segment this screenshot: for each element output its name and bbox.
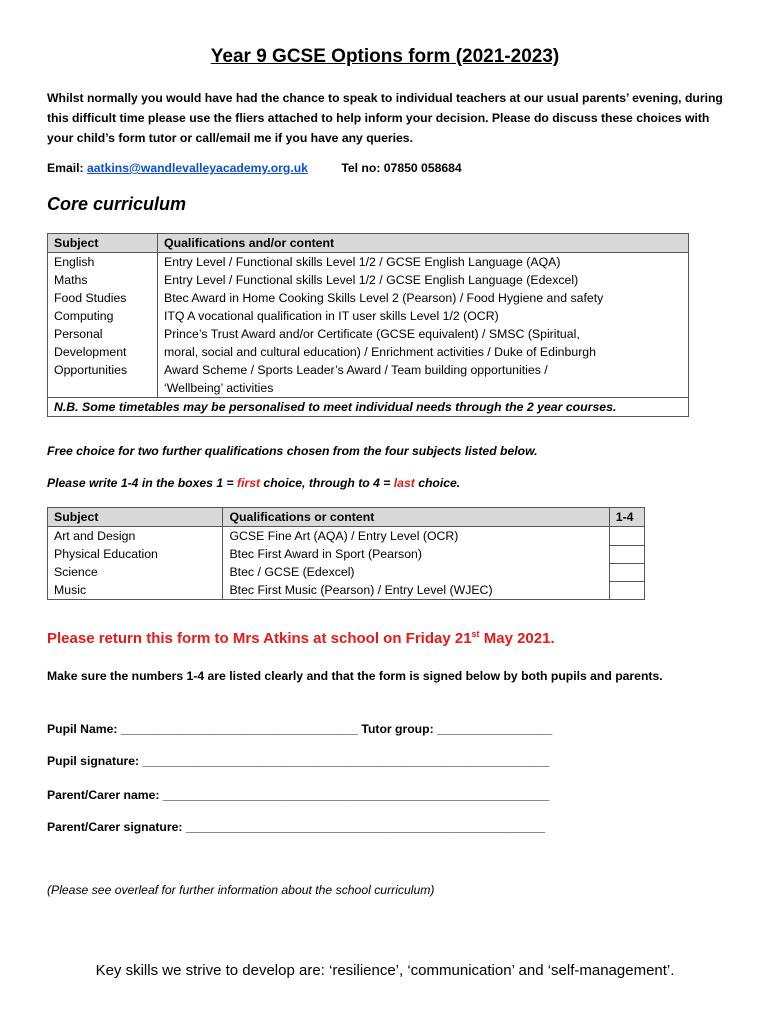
qualification-line: Award Scheme / Sports Leader’s Award / Team building opportunities / [164,363,548,377]
table-row [48,545,645,563]
options-table [47,507,645,600]
rank-input-box[interactable] [609,581,644,600]
column-header-rank: 1-4 [609,508,644,527]
table-row [48,253,689,272]
qualification-cell: Btec Award in Home Cooking Skills Level 2 (Pearson) / Food Hygiene and safety [158,289,689,307]
subject-cell: Physical Education [48,545,223,563]
email-link[interactable]: aatkins@wandlevalleyacademy.org.uk [86,161,308,175]
return-text: Please return this form to Mrs Atkins at school on Friday 21 [47,630,472,647]
intro-paragraph: Whilst normally you would have had the chance to speak to individual teachers at our usual parents’ evening, during this difficult time please use the fliers attached to help inform your decision. Please do discuss these choices with your child’s form tutor or call/email me if you have any queries. [47,91,723,145]
column-header-qualifications: Qualifications and/or content [158,234,689,253]
column-header-qualifications: Qualifications or content [223,508,609,527]
return-deadline [47,629,555,647]
qualification-line: Prince’s Trust Award and/or Certificate (GCSE equivalent) / SMSC (Spiritual, [164,327,580,341]
pupil-name-field[interactable]: Pupil Name: ___________________________________ Tutor group: _________________ [47,722,553,736]
overleaf-note: (Please see overleaf for further information about the school curriculum) [47,883,435,897]
free-choice-text: Free choice for two further qualifications chosen from the four subjects listed below. [47,444,538,458]
timetable-note: N.B. Some timetables may be personalised to meet individual needs through the 2 year courses. [48,398,689,417]
qualification-cell [158,325,689,398]
column-header-subject: Subject [48,508,223,527]
return-text-tail: May 2021. [479,630,555,647]
table-row [48,325,689,398]
instruction-text: choice, through to 4 = [260,476,394,490]
qualification-line: moral, social and cultural education) / Enrichment activities / Duke of Edinburgh [164,345,596,359]
parent-name-field[interactable]: Parent/Carer name: _________________________________________________________ [47,788,550,802]
subject-line: Opportunities [54,363,128,377]
rank-input-box[interactable] [609,527,644,546]
subject-cell: Music [48,581,223,600]
parent-signature-field[interactable]: Parent/Carer signature: _____________________________________________________ [47,820,546,834]
instruction-text: Please write 1-4 in the boxes 1 = [47,476,238,490]
telephone-number: Tel no: 07850 058684 [341,161,462,175]
qualification-line: ‘Wellbeing’ activities [164,381,274,395]
table-row [48,563,645,581]
table-row [48,527,645,546]
first-highlight: first [237,476,261,490]
contact-line [47,161,462,175]
table-header-row [48,234,689,253]
subject-cell [48,325,158,398]
instruction-text: choice. [414,476,461,490]
key-skills-statement: Key skills we strive to develop are: ‘resilience’, ‘communication’ and ‘self-management’. [95,962,675,979]
subject-cell: Maths [48,271,158,289]
subject-line: Development [54,345,127,359]
table-header-row [48,508,645,527]
page-title: Year 9 GCSE Options form (2021-2023) [210,46,560,67]
pupil-signature-field[interactable]: Pupil signature: ____________________________________________________________ [47,754,550,768]
ranking-instruction [47,476,460,490]
subject-cell: Computing [48,307,158,325]
make-sure-instruction: Make sure the numbers 1-4 are listed clearly and that the form is signed below by both pupils and parents. [47,669,663,683]
qualification-cell: GCSE Fine Art (AQA) / Entry Level (OCR) [223,527,609,546]
core-curriculum-heading: Core curriculum [47,194,187,214]
qualification-cell: Btec First Music (Pearson) / Entry Level (WJEC) [223,581,609,600]
return-date-suffix: st [471,629,480,639]
rank-input-box[interactable] [609,563,644,581]
qualification-cell: Btec / GCSE (Edexcel) [223,563,609,581]
last-highlight: last [393,476,415,490]
subject-cell: Food Studies [48,289,158,307]
table-row [48,289,689,307]
rank-input-box[interactable] [609,545,644,563]
subject-cell: English [48,253,158,272]
subject-line: Personal [54,327,103,341]
subject-cell: Science [48,563,223,581]
core-curriculum-table [47,233,689,417]
column-header-subject: Subject [48,234,158,253]
qualification-cell: Btec First Award in Sport (Pearson) [223,545,609,563]
note-row [48,398,689,417]
qualification-cell: ITQ A vocational qualification in IT user skills Level 1/2 (OCR) [158,307,689,325]
table-row [48,581,645,600]
email-label: Email: [47,161,84,175]
qualification-cell: Entry Level / Functional skills Level 1/2 / GCSE English Language (AQA) [158,253,689,272]
qualification-cell: Entry Level / Functional skills Level 1/2 / GCSE English Language (Edexcel) [158,271,689,289]
table-row [48,307,689,325]
subject-cell: Art and Design [48,527,223,546]
table-row [48,271,689,289]
